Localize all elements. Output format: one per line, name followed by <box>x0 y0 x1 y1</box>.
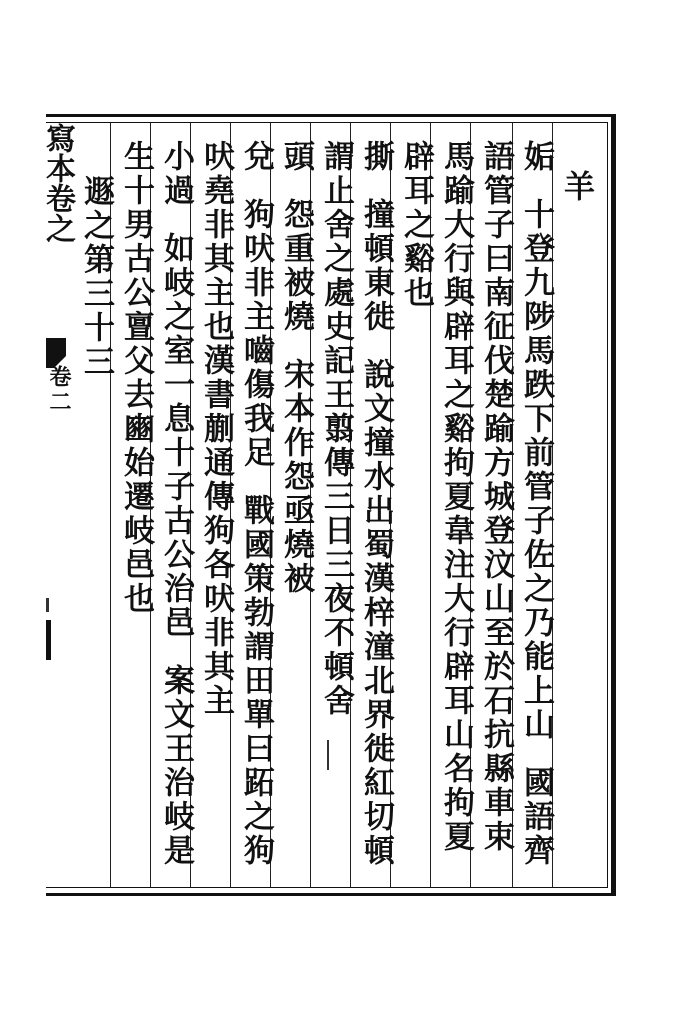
text-column <box>396 140 436 310</box>
text-column <box>356 140 396 868</box>
scan-speck <box>327 740 329 770</box>
hexagram-name: 撕 <box>358 140 394 174</box>
verse-text: 狗吠非主嚙傷我足 <box>238 198 274 470</box>
commentary-text: 生十男古公亶父去豳始遷岐邑也 <box>118 140 154 616</box>
scan-speck <box>46 598 49 612</box>
text-column <box>556 170 596 204</box>
hexagram-name: 姤 <box>518 140 554 174</box>
hexagram-name: 兌 <box>238 140 274 174</box>
hexagram-name: 小過 <box>158 140 194 208</box>
hexagram-name: 頭 <box>278 140 314 174</box>
text-column <box>76 175 116 379</box>
text-column <box>516 140 556 868</box>
text-column <box>116 140 156 616</box>
edge-mark <box>46 620 51 660</box>
text-column <box>476 140 516 854</box>
commentary-text: 吠堯非其主也漢書蒯通傳狗各吠非其主 <box>198 140 234 718</box>
commentary-text: 說文撞水出蜀漢梓潼北界徙紅切頓 <box>358 358 394 868</box>
commentary-text: 案文王治岐是 <box>158 664 194 868</box>
volume-label: 卷二 <box>46 365 72 415</box>
chapter-heading: 遯之第三十三 <box>78 175 114 379</box>
commentary-text: 語管子曰南征伐楚踰方城登汶山至於石抗縣車束 <box>478 140 514 854</box>
text-column <box>156 140 196 868</box>
text-column <box>276 140 316 596</box>
text-column <box>196 140 236 718</box>
verse-text: 十登九陟馬跌下前管子佐之乃能上山 <box>518 198 554 742</box>
verse-text: 如岐之室一息十子古公治邑 <box>158 232 194 640</box>
verse-text: 撞頓東徙 <box>358 198 394 334</box>
commentary-text: 馬踰大行與辟耳之谿拘夏韋注大行辟耳山名拘夏 <box>438 140 474 854</box>
commentary-text: 宋本作怨亟燒被 <box>278 358 314 596</box>
text-column <box>316 140 356 718</box>
running-title-fragment: 寫本卷之 <box>40 123 75 243</box>
commentary-text: 謂止舍之處史記王翦傳三日三夜不頓舍 <box>318 140 354 718</box>
commentary-text: 戰國策勃謂田單曰跖之狗 <box>238 494 274 868</box>
commentary-text: 國語齊 <box>518 766 554 868</box>
verse-text: 怨重被燒 <box>278 198 314 334</box>
commentary-text: 辟耳之谿也 <box>398 140 434 310</box>
text-column <box>436 140 476 854</box>
hexagram-heading: 羊 <box>558 170 594 204</box>
text-column <box>236 140 276 868</box>
